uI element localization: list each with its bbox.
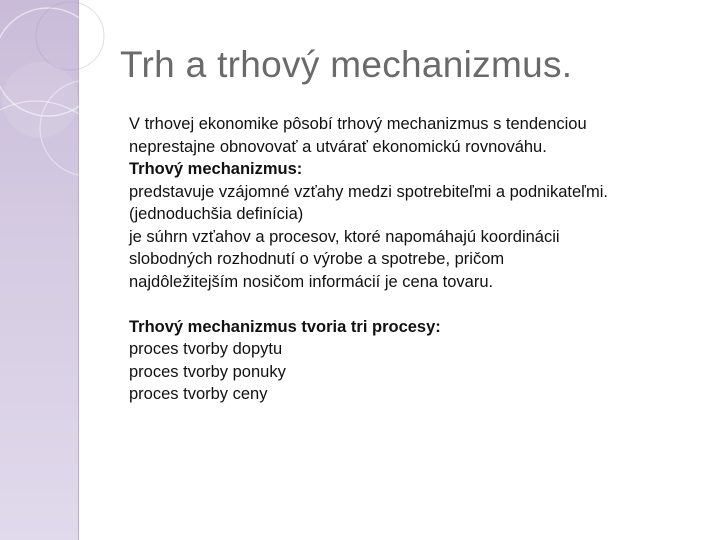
definition-heading: Trhový mechanizmus:	[129, 160, 303, 178]
slide-body	[129, 113, 689, 406]
definition-line: slobodných rozhodnutí o výrobe a spotrebe, pričom	[129, 250, 505, 268]
definition-line: predstavuje vzájomné vzťahy medzi spotrebiteľmi a podnikateľmi.	[129, 182, 608, 201]
paragraph-line: V trhovej ekonomike pôsobí trhový mechanizmus s tendenciou	[129, 115, 587, 133]
slide-title: Trh a trhový mechanizmus.	[120, 44, 573, 85]
slide-sidebar-decoration	[0, 0, 79, 540]
processes-heading: Trhový mechanizmus tvoria tri procesy:	[129, 317, 441, 336]
definition-line: najdôležitejším nosičom informácií je cena tovaru.	[129, 272, 494, 291]
process-item: proces tvorby ponuky	[129, 362, 286, 381]
paragraph-line: neprestajne obnovovať a utvárať ekonomickú rovnováhu.	[129, 137, 547, 156]
process-item: proces tvorby ceny	[129, 385, 268, 403]
definition-line: (jednoduchšia definícia)	[129, 205, 304, 223]
spacer	[129, 293, 689, 316]
process-item: proces tvorby dopytu	[129, 340, 283, 358]
definition-line: je súhrn vzťahov a procesov, ktoré napomáhajú koordinácii	[129, 227, 560, 246]
